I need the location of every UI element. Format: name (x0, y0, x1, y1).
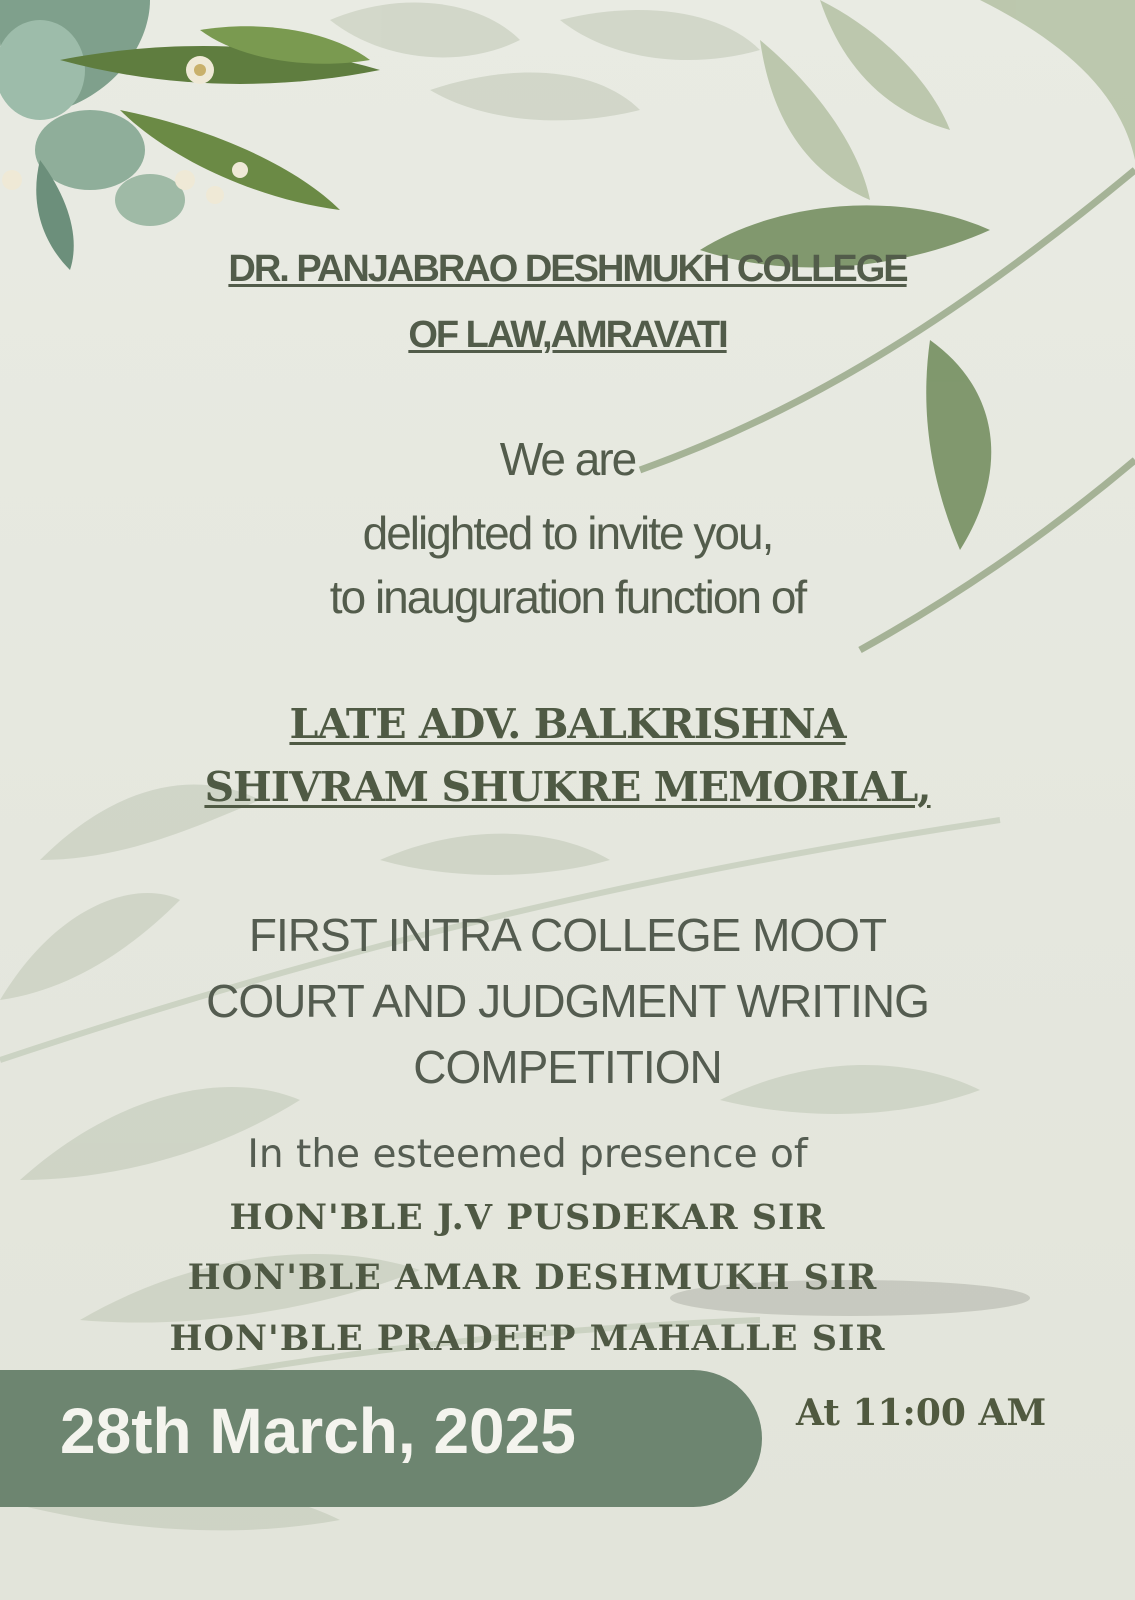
guest-name: HON'BLE PRADEEP MAHALLE SIR (169, 1318, 886, 1359)
guest-name: HON'BLE AMAR DESHMUKH SIR (187, 1257, 878, 1298)
invitation-line-3: to inauguration function of (329, 571, 806, 623)
college-name-line-2: OF LAW,AMRAVATI (408, 314, 727, 356)
memorial-title-line-1: LATE ADV. BALKRISHNA (289, 700, 846, 748)
guest-name: HON'BLE J.V PUSDEKAR SIR (229, 1197, 826, 1238)
ornamental-divider (770, 1440, 1135, 1480)
invitation-line-2: delighted to invite you, (362, 507, 773, 559)
college-name-line-1: DR. PANJABRAO DESHMUKH COLLEGE (228, 248, 907, 290)
memorial-title-line-2: SHIVRAM SHUKRE MEMORIAL, (204, 763, 931, 811)
invitation-line-1: We are (499, 433, 636, 485)
presence-intro: In the esteemed presence of (247, 1132, 808, 1177)
event-date: 28th March, 2025 (60, 1395, 576, 1467)
event-title-line-3: COMPETITION (413, 1041, 722, 1093)
event-title-line-1: FIRST INTRA COLLEGE MOOT (248, 909, 887, 961)
event-time: At 11:00 AM (796, 1392, 1047, 1434)
event-title-line-2: COURT AND JUDGMENT WRITING (206, 975, 929, 1027)
